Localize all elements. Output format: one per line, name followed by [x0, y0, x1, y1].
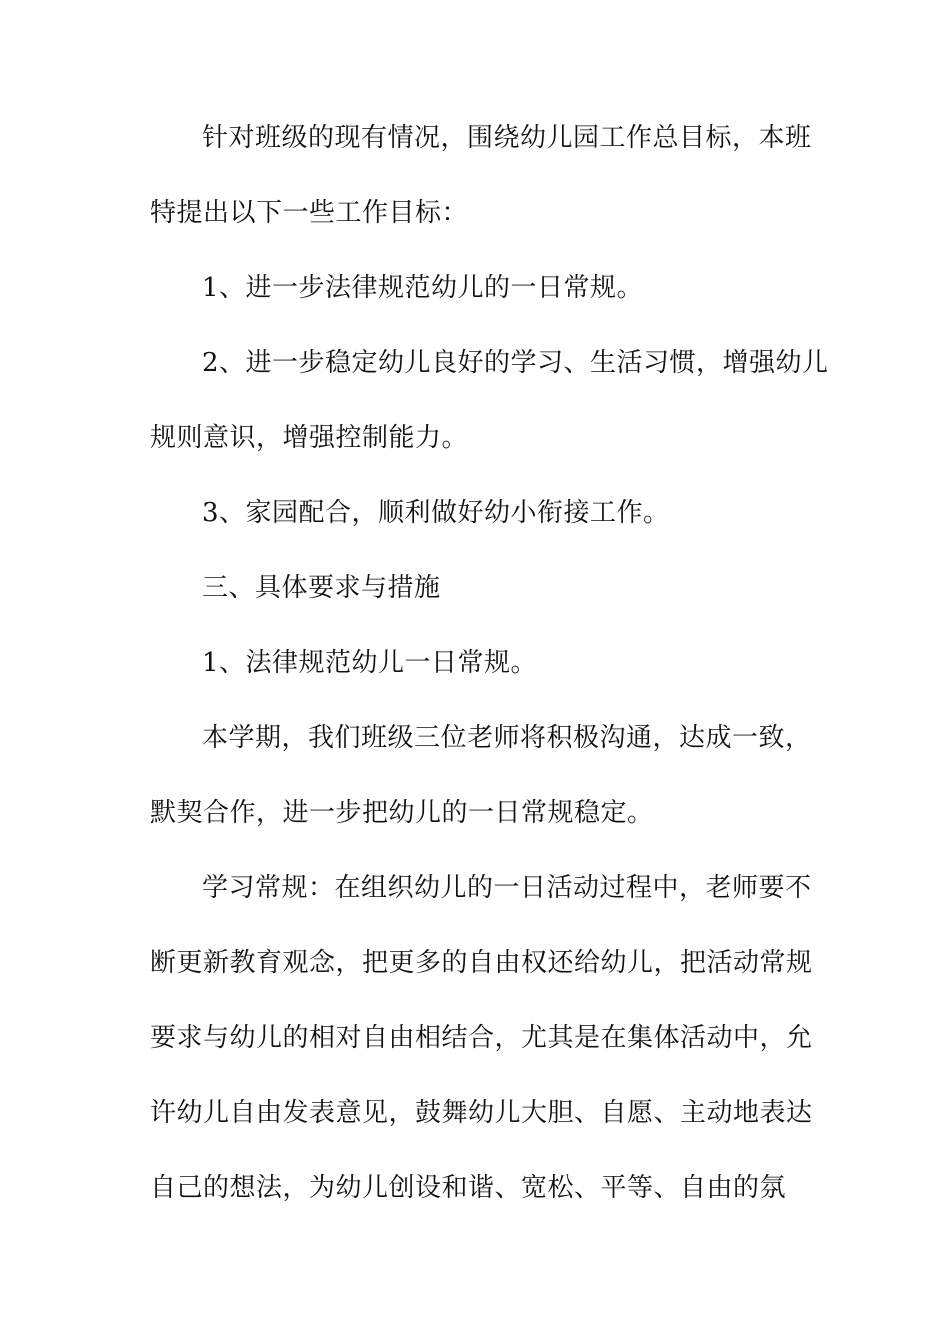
paragraph-line-10: 默契合作，进一步把幼儿的一日常规稳定。 — [150, 798, 654, 828]
paragraph-line-13: 要求与幼儿的相对自由相结合，尤其是在集体活动中，允 — [150, 1023, 813, 1053]
goal-item-2: 2、进一步稳定幼儿良好的学习、生活习惯，增强幼儿 — [202, 348, 829, 378]
paragraph-line-12: 断更新教育观念，把更多的自由权还给幼儿，把活动常规 — [150, 948, 813, 978]
paragraph-line-15: 自己的想法，为幼儿创设和谐、宽松、平等、自由的氛 — [150, 1173, 787, 1203]
goal-item-2-cont: 规则意识，增强控制能力。 — [150, 423, 469, 453]
paragraph-line-14: 许幼儿自由发表意见，鼓舞幼儿大胆、自愿、主动地表达 — [150, 1098, 813, 1128]
goal-item-3: 3、家园配合，顺利做好幼小衔接工作。 — [202, 498, 670, 528]
document-body — [150, 120, 829, 1245]
paragraph-line-9: 本学期，我们班级三位老师将积极沟通，达成一致， — [202, 723, 812, 753]
paragraph-line-1: 针对班级的现有情况，围绕幼儿园工作总目标，本班 — [202, 123, 812, 153]
paragraph-line-11: 学习常规：在组织幼儿的一日活动过程中，老师要不 — [202, 873, 812, 903]
paragraph-line-2: 特提出以下一些工作目标： — [150, 198, 469, 228]
section-heading: 三、具体要求与措施 — [202, 573, 441, 603]
goal-item-1: 1、进一步法律规范幼儿的一日常规。 — [202, 273, 644, 303]
subsection-heading: 1、法律规范幼儿一日常规。 — [202, 648, 538, 678]
